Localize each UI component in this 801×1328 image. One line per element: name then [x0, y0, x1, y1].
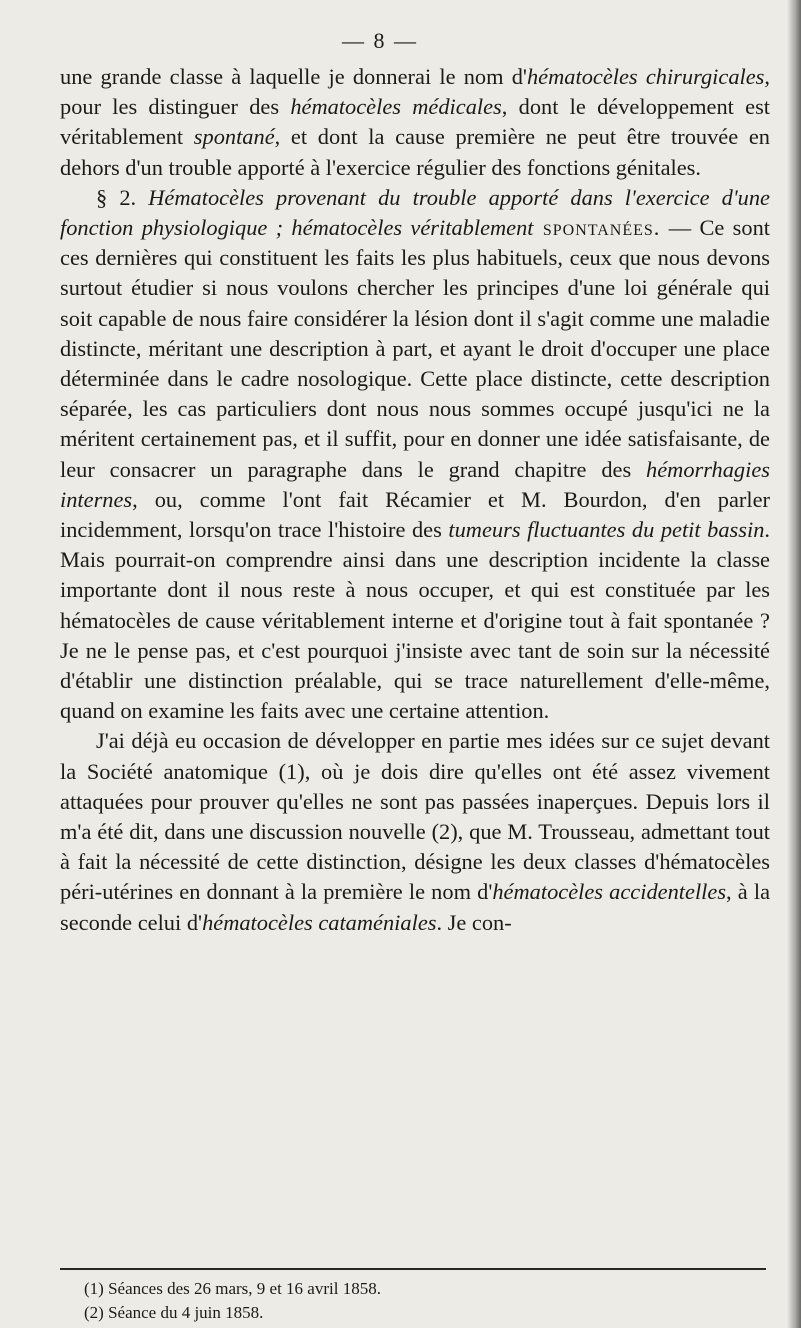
text-run: , pour les distinguer des [60, 64, 771, 120]
section-heading-smallcaps: spontanées. [533, 215, 661, 241]
text-run: — Ce sont ces dernières qui constituent les faits les plus habituels, ceux que nous devons surtout étudier si nous voulons chercher les principes d'une loi générale qui soit capable de nous faire considérer la lésion dont il s'agit comme une maladie distincte, méritant une description à part, et ayant le droit d'occuper une place déterminée dans le cadre nosologique. Cette place distincte, cette description séparée, les cas particuliers dont nous nous sommes occupé jusqu'ici ne la méritent certainement pas, et il suffit, pour en donner une idée satisfaisante, de leur consacrer un paragraphe dans le grand chapitre des [60, 215, 770, 482]
italic-term: hématocèles accidentelles [492, 879, 727, 905]
footnote-2: (2) Séance du 4 juin 1858. [84, 1303, 264, 1322]
footnotes [60, 1277, 760, 1325]
text-run: une grande classe à laquelle je donnerai le nom d' [60, 64, 527, 89]
footnote-rule [60, 1268, 766, 1270]
italic-term: spontané [193, 124, 275, 150]
italic-term: hématocèles médicales [290, 94, 502, 120]
page-number: — 8 — [342, 28, 418, 53]
text-run: , à la seconde celui d' [60, 879, 771, 935]
paragraph-2 [60, 183, 770, 727]
paragraph-3 [60, 726, 770, 937]
body-text [60, 62, 770, 938]
text-run: , et dont la cause première ne peut être trouvée en dehors d'un trouble apporté à l'exercice régulier des fonctions génitales. [60, 124, 770, 180]
italic-term: tumeurs fluctuantes du petit bassin [448, 517, 765, 543]
text-run: J'ai déjà eu occasion de développer en partie mes idées sur ce sujet devant la Société anatomique (1), où je dois dire qu'elles ont été assez vivement attaquées pour prouver qu'elles ne sont pas passées inaperçues. Depuis lors il m'a été dit, dans une discussion nouvelle (2), que M. Trousseau, admettant tout à fait la nécessité de cette distinction, désigne les deux classes d'hématocèles péri-utérines en donnant à la première le nom d' [60, 728, 770, 905]
section-mark: § 2. [96, 184, 149, 210]
text-run: . Mais pourrait-on comprendre ainsi dans une description incidente la classe importante dont il nous reste à nous occuper, et qui est constituée par les hématocèles de cause véritablement interne et d'origine tout à fait spontanée ? Je ne le pense pas, et c'est pourquoi j'insiste avec tant de soin sur la nécessité d'établir une distinction préalable, qui se trace naturellement d'elle-même, quand on examine les faits avec une certaine attention. [60, 517, 771, 724]
italic-term: hématocèles chirurgicales [526, 64, 765, 89]
section-heading: Hématocèles provenant du trouble apporté dans l'exercice d'une fonction physiologique ; hématocèles véritablement [60, 184, 770, 241]
text-run: . Je con- [436, 909, 512, 935]
text-run: , dont le développement est véritablement [60, 94, 771, 150]
footnote-1: (1) Séances des 26 mars, 9 et 16 avril 1858. [84, 1279, 381, 1298]
page-edge-shadow [787, 0, 801, 1328]
italic-term: hématocèles cataméniales [202, 909, 437, 935]
paragraph-1 [60, 62, 770, 183]
italic-term: hémorrhagies internes [60, 456, 770, 512]
text-run: , ou, comme l'ont fait Récamier et M. Bourdon, d'en parler incidemment, lorsqu'on trace l'histoire des [60, 486, 770, 543]
